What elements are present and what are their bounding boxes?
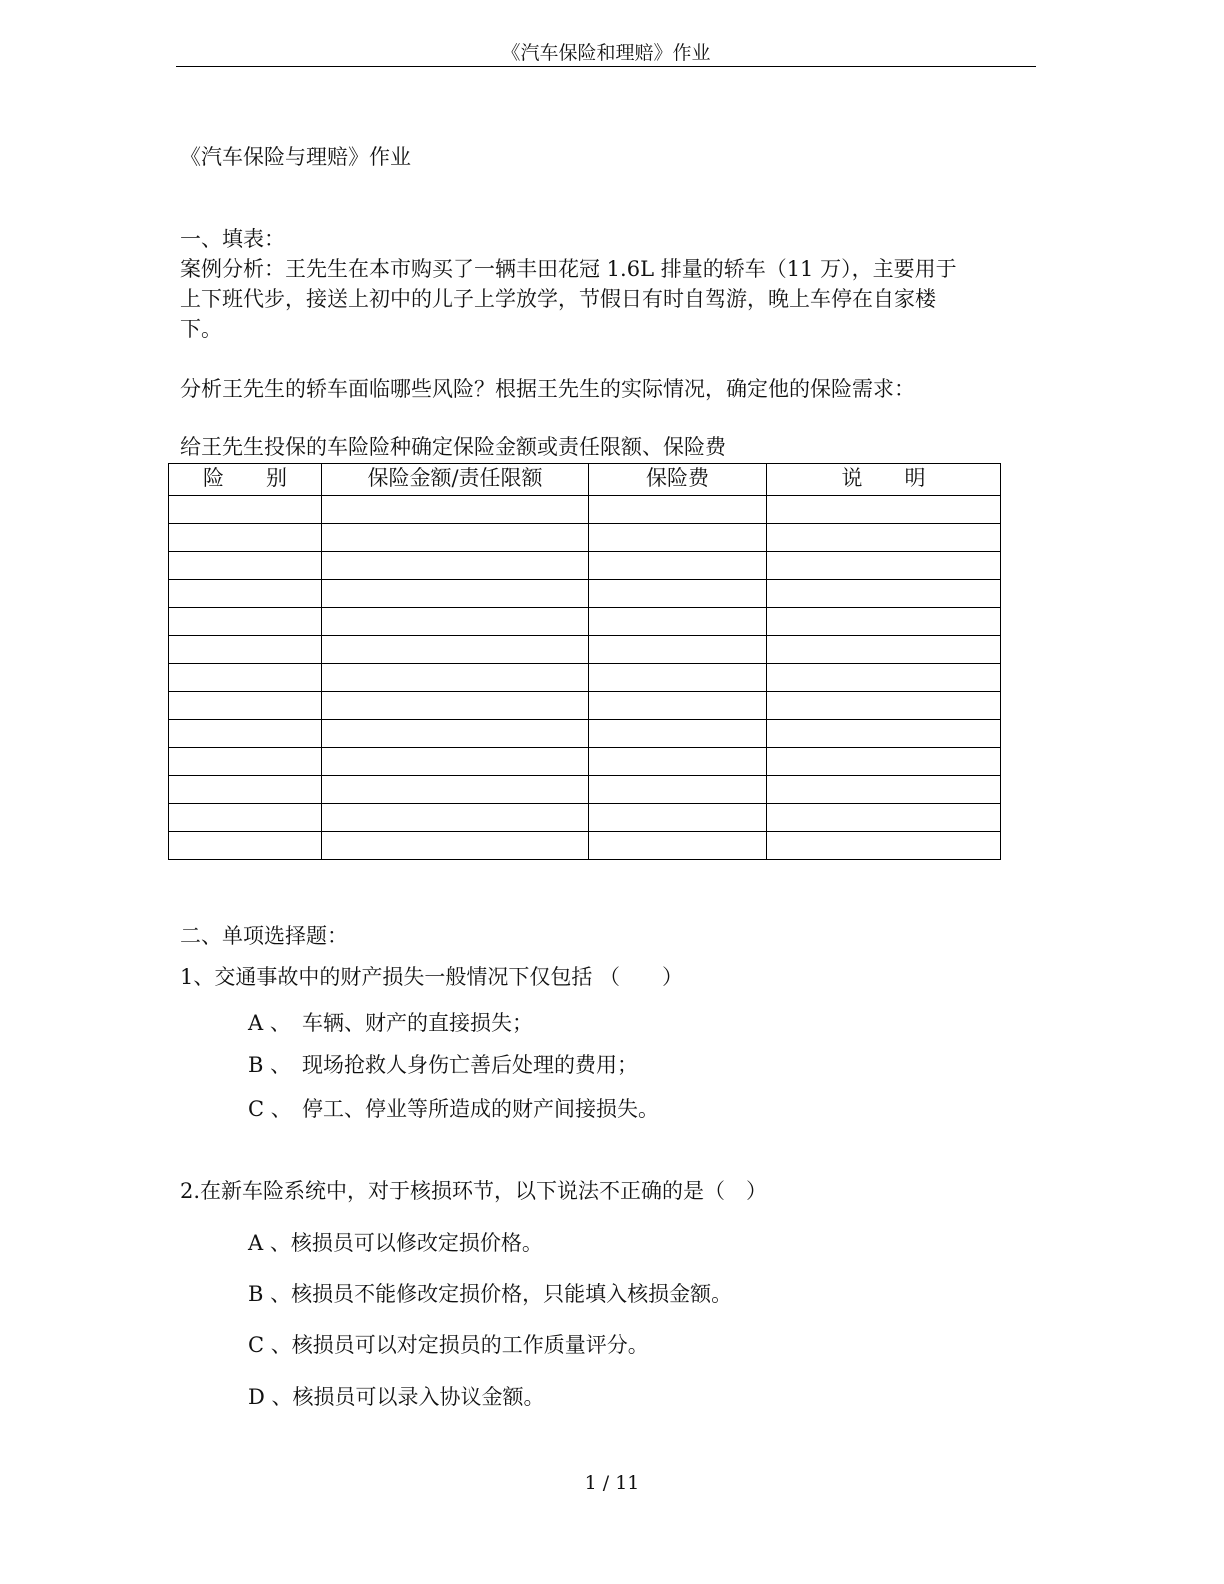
option-letter: D 、 [248, 1385, 293, 1409]
option-text: 车辆、财产的直接损失； [302, 1011, 533, 1035]
table-cell [589, 664, 767, 692]
header-rule [176, 66, 1036, 67]
table-cell [589, 692, 767, 720]
table-cell [767, 720, 1001, 748]
table-cell [322, 748, 589, 776]
table-cell [589, 748, 767, 776]
question-2-option [248, 1330, 649, 1360]
option-text: 核损员不能修改定损价格，只能填入核损金额。 [291, 1282, 733, 1306]
table-cell [767, 608, 1001, 636]
table-cell [589, 804, 767, 832]
question-2-option [248, 1279, 732, 1309]
table-cell [322, 524, 589, 552]
table-row [169, 804, 1001, 832]
table-cell [169, 692, 322, 720]
option-text: 停工、停业等所造成的财产间接损失。 [302, 1097, 659, 1121]
table-header-row [169, 464, 1001, 496]
table-cell [589, 496, 767, 524]
table-row [169, 720, 1001, 748]
table-caption: 给王先生投保的车险险种确定保险金额或责任限额、保险费 [180, 435, 726, 459]
table-cell [589, 776, 767, 804]
table-cell [589, 720, 767, 748]
table-row [169, 608, 1001, 636]
table-cell [767, 776, 1001, 804]
table-cell [322, 496, 589, 524]
option-letter: B 、 [248, 1053, 292, 1077]
header-insured-amount: 保险金额/责任限额 [322, 464, 589, 496]
table-row [169, 692, 1001, 720]
option-letter: B 、 [248, 1282, 292, 1306]
table-row [169, 552, 1001, 580]
table-cell [767, 524, 1001, 552]
case-line: 下。 [180, 317, 222, 341]
question-1-option [248, 1094, 659, 1124]
question-2-option [248, 1382, 545, 1412]
table-cell [322, 720, 589, 748]
header-notes: 说 明 [767, 464, 1001, 496]
table-cell [322, 664, 589, 692]
table-cell [169, 552, 322, 580]
table-row [169, 636, 1001, 664]
table-cell [322, 776, 589, 804]
section1-heading: 一、填表： [180, 227, 285, 251]
table-cell [767, 580, 1001, 608]
case-line: 上下班代步，接送上初中的儿子上学放学，节假日有时自驾游，晚上车停在自家楼 [180, 287, 936, 311]
option-text: 现场抢救人身伤亡善后处理的费用； [302, 1053, 638, 1077]
question-2-stem: 2.在新车险系统中，对于核损环节，以下说法不正确的是（ ） [180, 1179, 768, 1203]
case-line: 案例分析：王先生在本市购买了一辆丰田花冠 1.6L 排量的轿车（11 万），主要用于 [180, 257, 957, 281]
table-cell [589, 552, 767, 580]
table-row [169, 580, 1001, 608]
option-letter: C 、 [248, 1097, 292, 1121]
case-analysis [180, 254, 1040, 344]
option-letter: C 、 [248, 1333, 292, 1357]
table-cell [322, 608, 589, 636]
question-1-stem: 1、交通事故中的财产损失一般情况下仅包括 （ ） [180, 965, 684, 989]
table-cell [767, 748, 1001, 776]
table-cell [169, 804, 322, 832]
table-cell [169, 748, 322, 776]
table-cell [322, 832, 589, 860]
table-cell [169, 524, 322, 552]
table-cell [589, 524, 767, 552]
table-cell [322, 636, 589, 664]
table-cell [169, 580, 322, 608]
risk-question: 分析王先生的轿车面临哪些风险？根据王先生的实际情况，确定他的保险需求： [180, 377, 915, 401]
table-cell [767, 804, 1001, 832]
option-text: 核损员可以修改定损价格。 [290, 1231, 543, 1255]
insurance-table [168, 463, 1001, 860]
header-insurance-type: 险 别 [169, 464, 322, 496]
page-number: 1 / 11 [584, 1472, 640, 1494]
table-cell [169, 608, 322, 636]
running-header: 《汽车保险和理赔》作业 [501, 42, 711, 64]
table-cell [322, 552, 589, 580]
table-cell [767, 552, 1001, 580]
section2-heading: 二、单项选择题： [180, 924, 348, 948]
table-cell [767, 692, 1001, 720]
table-row [169, 496, 1001, 524]
document-title: 《汽车保险与理赔》作业 [180, 145, 411, 169]
table-cell [322, 580, 589, 608]
table-cell [322, 692, 589, 720]
table-cell [169, 720, 322, 748]
table-cell [589, 832, 767, 860]
table-cell [169, 496, 322, 524]
option-text: 核损员可以录入协议金额。 [292, 1385, 545, 1409]
question-1-option [248, 1050, 638, 1080]
table-row [169, 748, 1001, 776]
table-cell [767, 832, 1001, 860]
table-cell [767, 664, 1001, 692]
header-premium: 保险费 [589, 464, 767, 496]
table-cell [589, 636, 767, 664]
table-cell [169, 664, 322, 692]
option-text: 核损员可以对定损员的工作质量评分。 [291, 1333, 649, 1357]
option-letter: A 、 [248, 1231, 291, 1255]
table-row [169, 776, 1001, 804]
table-row [169, 524, 1001, 552]
table-cell [169, 832, 322, 860]
table-cell [169, 636, 322, 664]
option-letter: A 、 [248, 1011, 291, 1035]
table-cell [322, 804, 589, 832]
table-cell [589, 608, 767, 636]
table-body [169, 496, 1001, 860]
question-1-option [248, 1008, 533, 1038]
question-2-option [248, 1228, 543, 1258]
table-cell [767, 496, 1001, 524]
table-cell [767, 636, 1001, 664]
table-row [169, 832, 1001, 860]
table-row [169, 664, 1001, 692]
table-cell [589, 580, 767, 608]
table-cell [169, 776, 322, 804]
